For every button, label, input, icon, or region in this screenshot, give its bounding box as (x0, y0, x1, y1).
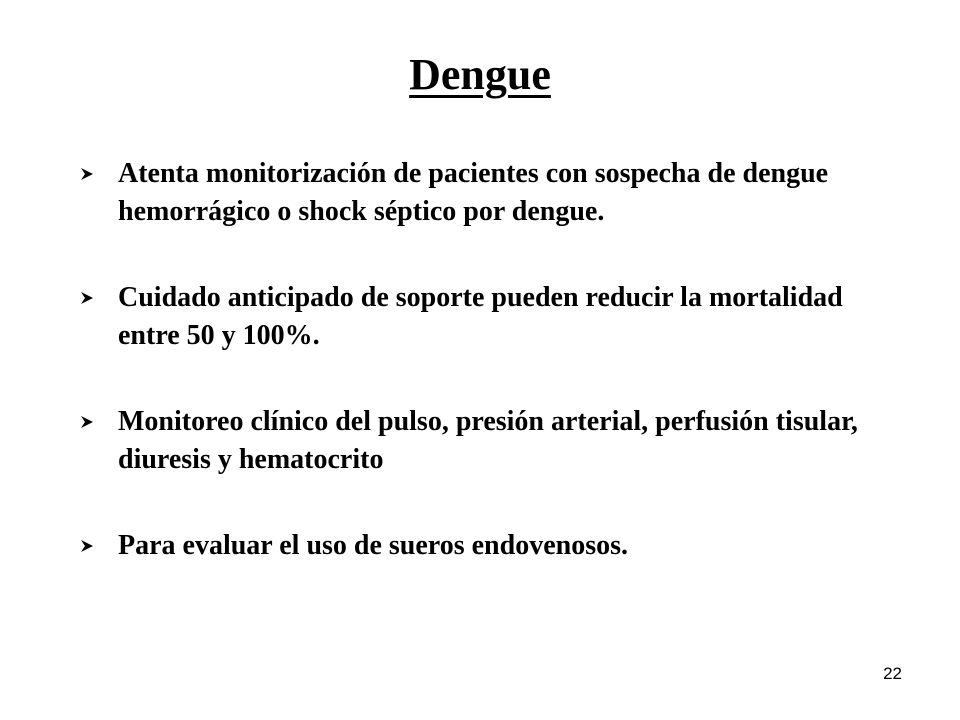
bullet-list (80, 155, 900, 565)
bullet-text: Para evaluar el uso de sueros endovenosos. (118, 530, 628, 561)
slide-title-text: Dengue (409, 50, 551, 99)
arrowhead-bullet-icon (80, 167, 94, 181)
page-number: 22 (883, 664, 902, 683)
bullet-item (80, 403, 900, 479)
bullet-text: Atenta monitorización de pacientes con sospecha de dengue hemorrágico o shock séptico por dengue. (118, 158, 829, 227)
arrowhead-bullet-icon (80, 539, 94, 553)
bullet-item (80, 527, 900, 565)
arrowhead-bullet-icon (80, 415, 94, 429)
bullet-text: Monitoreo clínico del pulso, presión arterial, perfusión tisular, diuresis y hematocrito (118, 406, 858, 475)
slide-title (0, 48, 960, 102)
bullet-item (80, 155, 900, 231)
bullet-text: Cuidado anticipado de soporte pueden reducir la mortalidad entre 50 y 100%. (118, 282, 843, 351)
arrowhead-bullet-icon (80, 291, 94, 305)
bullet-item (80, 279, 900, 355)
